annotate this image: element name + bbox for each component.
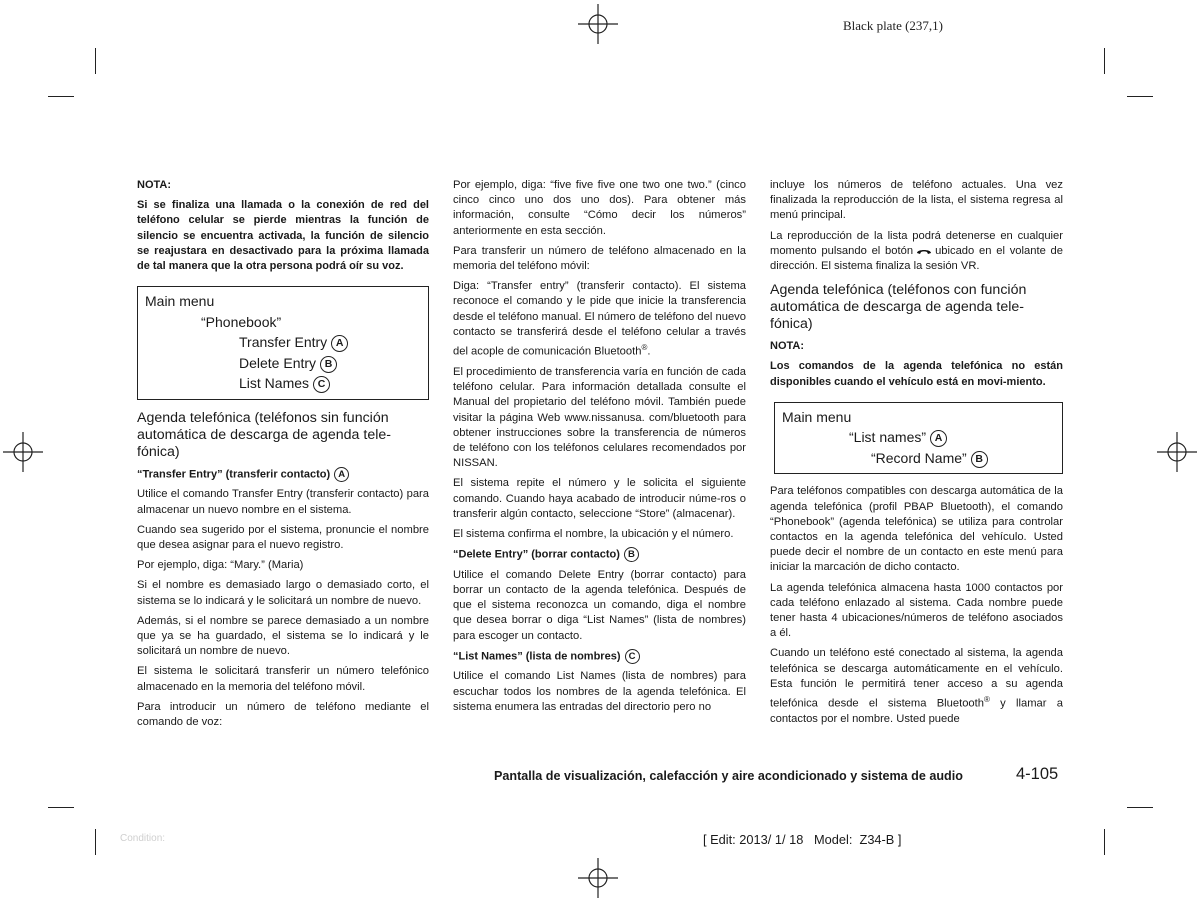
note-body: Si se finaliza una llamada o la conexión de red del teléfono celular se pierde mientras la función de silencio se encuentra activada, la función de silencio se reajustara en desactivado para la próxima llamada de tal manera que la otra persona podrá oír su voz.: [137, 199, 429, 273]
paragraph: El sistema repite el número y le solicita el siguiente comando. Cuando haya acabado de introducir núme-ros o transferir algún contacto, seleccione “Store” (almacenar).: [453, 477, 746, 520]
paragraph: Para teléfonos compatibles con descarga automática de la agenda telefónica (profil PBAP Bluetooth), el comando “Phonebook” (agenda telefónica) se utiliza para controlar contactos en la agenda telefónica del vehículo. Usted puede decir el nombre de un contacto en este menú para iniciar la marcación de dicho contacto.: [770, 485, 1063, 574]
paragraph: Para introducir un número de teléfono mediante el comando de voz:: [137, 700, 429, 728]
registration-mark-icon: [578, 4, 618, 44]
paragraph: Cuando sea sugerido por el sistema, pronuncie el nombre que desea asignar para el nuevo registro.: [137, 523, 429, 551]
crop-mark-icon: [48, 96, 74, 97]
menu-item-label: Delete Entry: [239, 354, 317, 371]
badge-c-icon: C: [313, 376, 330, 393]
subheading-list-names: [453, 649, 746, 665]
paragraph: El sistema le solicitará transferir un número telefónico almacenado en la memoria del teléfono móvil.: [137, 665, 429, 693]
subheading-transfer-entry: [137, 467, 429, 483]
badge-c-icon: C: [625, 649, 640, 664]
paragraph-text: Diga: “Transfer entry” (transferir contacto). El sistema reconoce el comando y le pide que inicie la transferencia desde el teléfono manual. El número de teléfono del nuevo contacto se transferirá desde el teléfono celular a través del acople de comunicación Bluetooth: [453, 280, 746, 358]
badge-a-icon: A: [331, 335, 348, 352]
paragraph: Utilice el comando Transfer Entry (transferir contacto) para almacenar un nuevo nombre en el sistema.: [137, 488, 429, 516]
crop-mark-icon: [48, 807, 74, 808]
footer-section-title: Pantalla de visualización, calefacción y aire acondicionado y sistema de audio: [494, 769, 963, 783]
paragraph-text: Cuando un teléfono esté conectado al sistema, la agenda telefónica se descarga automáticamente en el vehículo. Esta función le permitirá tener acceso a su agenda telefónica desde el sistema Bluetooth: [770, 647, 1063, 710]
registration-mark-icon: [3, 432, 43, 472]
menu-item-label: “Record Name”: [871, 449, 967, 466]
paragraph: Utilice el comando List Names (lista de nombres) para escuchar todos los nombres de la agenda telefónica. El sistema enumera las entradas del directorio pero no: [453, 670, 746, 713]
phone-hangup-icon: [916, 247, 932, 255]
badge-a-icon: A: [930, 430, 947, 447]
paragraph: Utilice el comando Delete Entry (borrar contacto) para borrar un contacto de la agenda telefónica. Después de que el sistema reconozca un comando, diga el nombre que desea borrar o diga “List Names” (lista de nombres) para escoger un contacto.: [453, 568, 746, 642]
menu-item: [782, 427, 1056, 448]
paragraph: El procedimiento de transferencia varía en función de cada teléfono celular. Para información detallada consulte el Manual del propietario del teléfono móvil. También puede visitar la página Web www.nissanusa. com/bluetooth para obtener instrucciones sobre la transferencia de números de teléfono con los teléfonos celulares recomendados por NISSAN.: [453, 365, 746, 470]
registered-mark: ®: [641, 343, 648, 353]
paragraph: Para transferir un número de teléfono almacenado en la memoria del teléfono móvil:: [453, 244, 746, 273]
paragraph: incluye los números de teléfono actuales. Una vez finalizada la reproducción de la lista, el sistema regresa al menú principal.: [770, 179, 1063, 222]
crop-mark-icon: [95, 48, 96, 74]
condition-label: Condition:: [120, 833, 166, 844]
crop-mark-icon: [1127, 96, 1153, 97]
crop-mark-icon: [1104, 829, 1105, 855]
section-heading: Agenda telefónica (teléfonos con función automática de descarga de agenda tele-fónica): [770, 282, 1027, 333]
menu-item-label: Transfer Entry: [239, 334, 328, 351]
page-number: 4-105: [1016, 765, 1059, 783]
voice-menu-box: [774, 402, 1063, 475]
paragraph: Por ejemplo, diga: “Mary.” (Maria): [137, 559, 304, 572]
subheading-text: “Delete Entry” (borrar contacto): [453, 548, 620, 561]
column-middle: [453, 178, 746, 720]
paragraph: [453, 279, 746, 360]
voice-menu-box: [137, 286, 429, 400]
menu-item: [782, 448, 1056, 469]
paragraph: El sistema confirma el nombre, la ubicación y el número.: [453, 528, 734, 540]
crop-mark-icon: [95, 829, 96, 855]
menu-item: [145, 353, 422, 374]
paragraph-text: La reproducción de la lista podrá detenerse en cualquier momento pulsando el botón: [770, 229, 1063, 257]
paragraph: [770, 229, 1063, 275]
registration-mark-icon: [1157, 432, 1197, 472]
paragraph: Por ejemplo, diga: “five five five one two one two.” (cinco cinco cinco uno dos uno dos). Para obtener más información, consulte “Cómo decir los números” anteriormente en esta sección.: [453, 179, 746, 237]
menu-item-label: List Names: [239, 375, 310, 392]
menu-phonebook: “Phonebook”: [201, 313, 282, 330]
menu-root: Main menu: [782, 408, 852, 425]
section-heading: Agenda telefónica (teléfonos sin función automática de descarga de agenda tele-fónica): [137, 409, 391, 460]
crop-mark-icon: [1104, 48, 1105, 74]
subheading-delete-entry: [453, 547, 746, 563]
plate-label: Black plate (237,1): [843, 18, 943, 33]
badge-b-icon: B: [624, 547, 639, 562]
menu-item-label: “List names”: [849, 429, 927, 446]
badge-a-icon: A: [334, 467, 349, 482]
note-title: NOTA:: [770, 340, 805, 353]
crop-mark-icon: [1127, 807, 1153, 808]
paragraph: Si el nombre es demasiado largo o demasiado corto, el sistema se lo indicará y le solicitará un nombre de nuevo.: [137, 579, 429, 607]
menu-root: Main menu: [145, 293, 215, 310]
column-right: [770, 178, 1063, 732]
paragraph: La agenda telefónica almacena hasta 1000 contactos por cada teléfono enlazado al sistema. Cada nombre puede tener hasta 4 ubicaciones/números de teléfono asociados a él.: [770, 581, 1063, 640]
menu-item: [145, 332, 422, 353]
menu-item: [145, 373, 422, 394]
paragraph: [770, 646, 1063, 727]
paragraph-end: .: [647, 345, 651, 358]
note-title: NOTA:: [137, 179, 172, 191]
paragraph-text: ubicado en el volante de dirección. El sistema finaliza la sesión VR.: [770, 244, 1063, 273]
paragraph-end: y llamar a contactos por el nombre. Usted puede: [770, 697, 1063, 725]
edit-info: [ Edit: 2013/ 1/ 18 Model: Z34-B ]: [703, 832, 902, 847]
registration-mark-icon: [578, 858, 618, 898]
subheading-text: “List Names” (lista de nombres): [453, 650, 621, 663]
column-left: [137, 178, 429, 735]
note-body: Los comandos de la agenda telefónica no están disponibles cuando el vehículo está en movi-miento.: [770, 360, 1063, 388]
paragraph: Además, si el nombre se parece demasiado a un nombre que ya se ha guardado, el sistema se lo indicará y le solicitará un nombre de nuevo.: [137, 614, 429, 658]
registered-mark: ®: [983, 694, 990, 704]
subheading-text: “Transfer Entry” (transferir contacto): [137, 468, 331, 481]
badge-b-icon: B: [971, 451, 988, 468]
badge-b-icon: B: [320, 356, 337, 373]
